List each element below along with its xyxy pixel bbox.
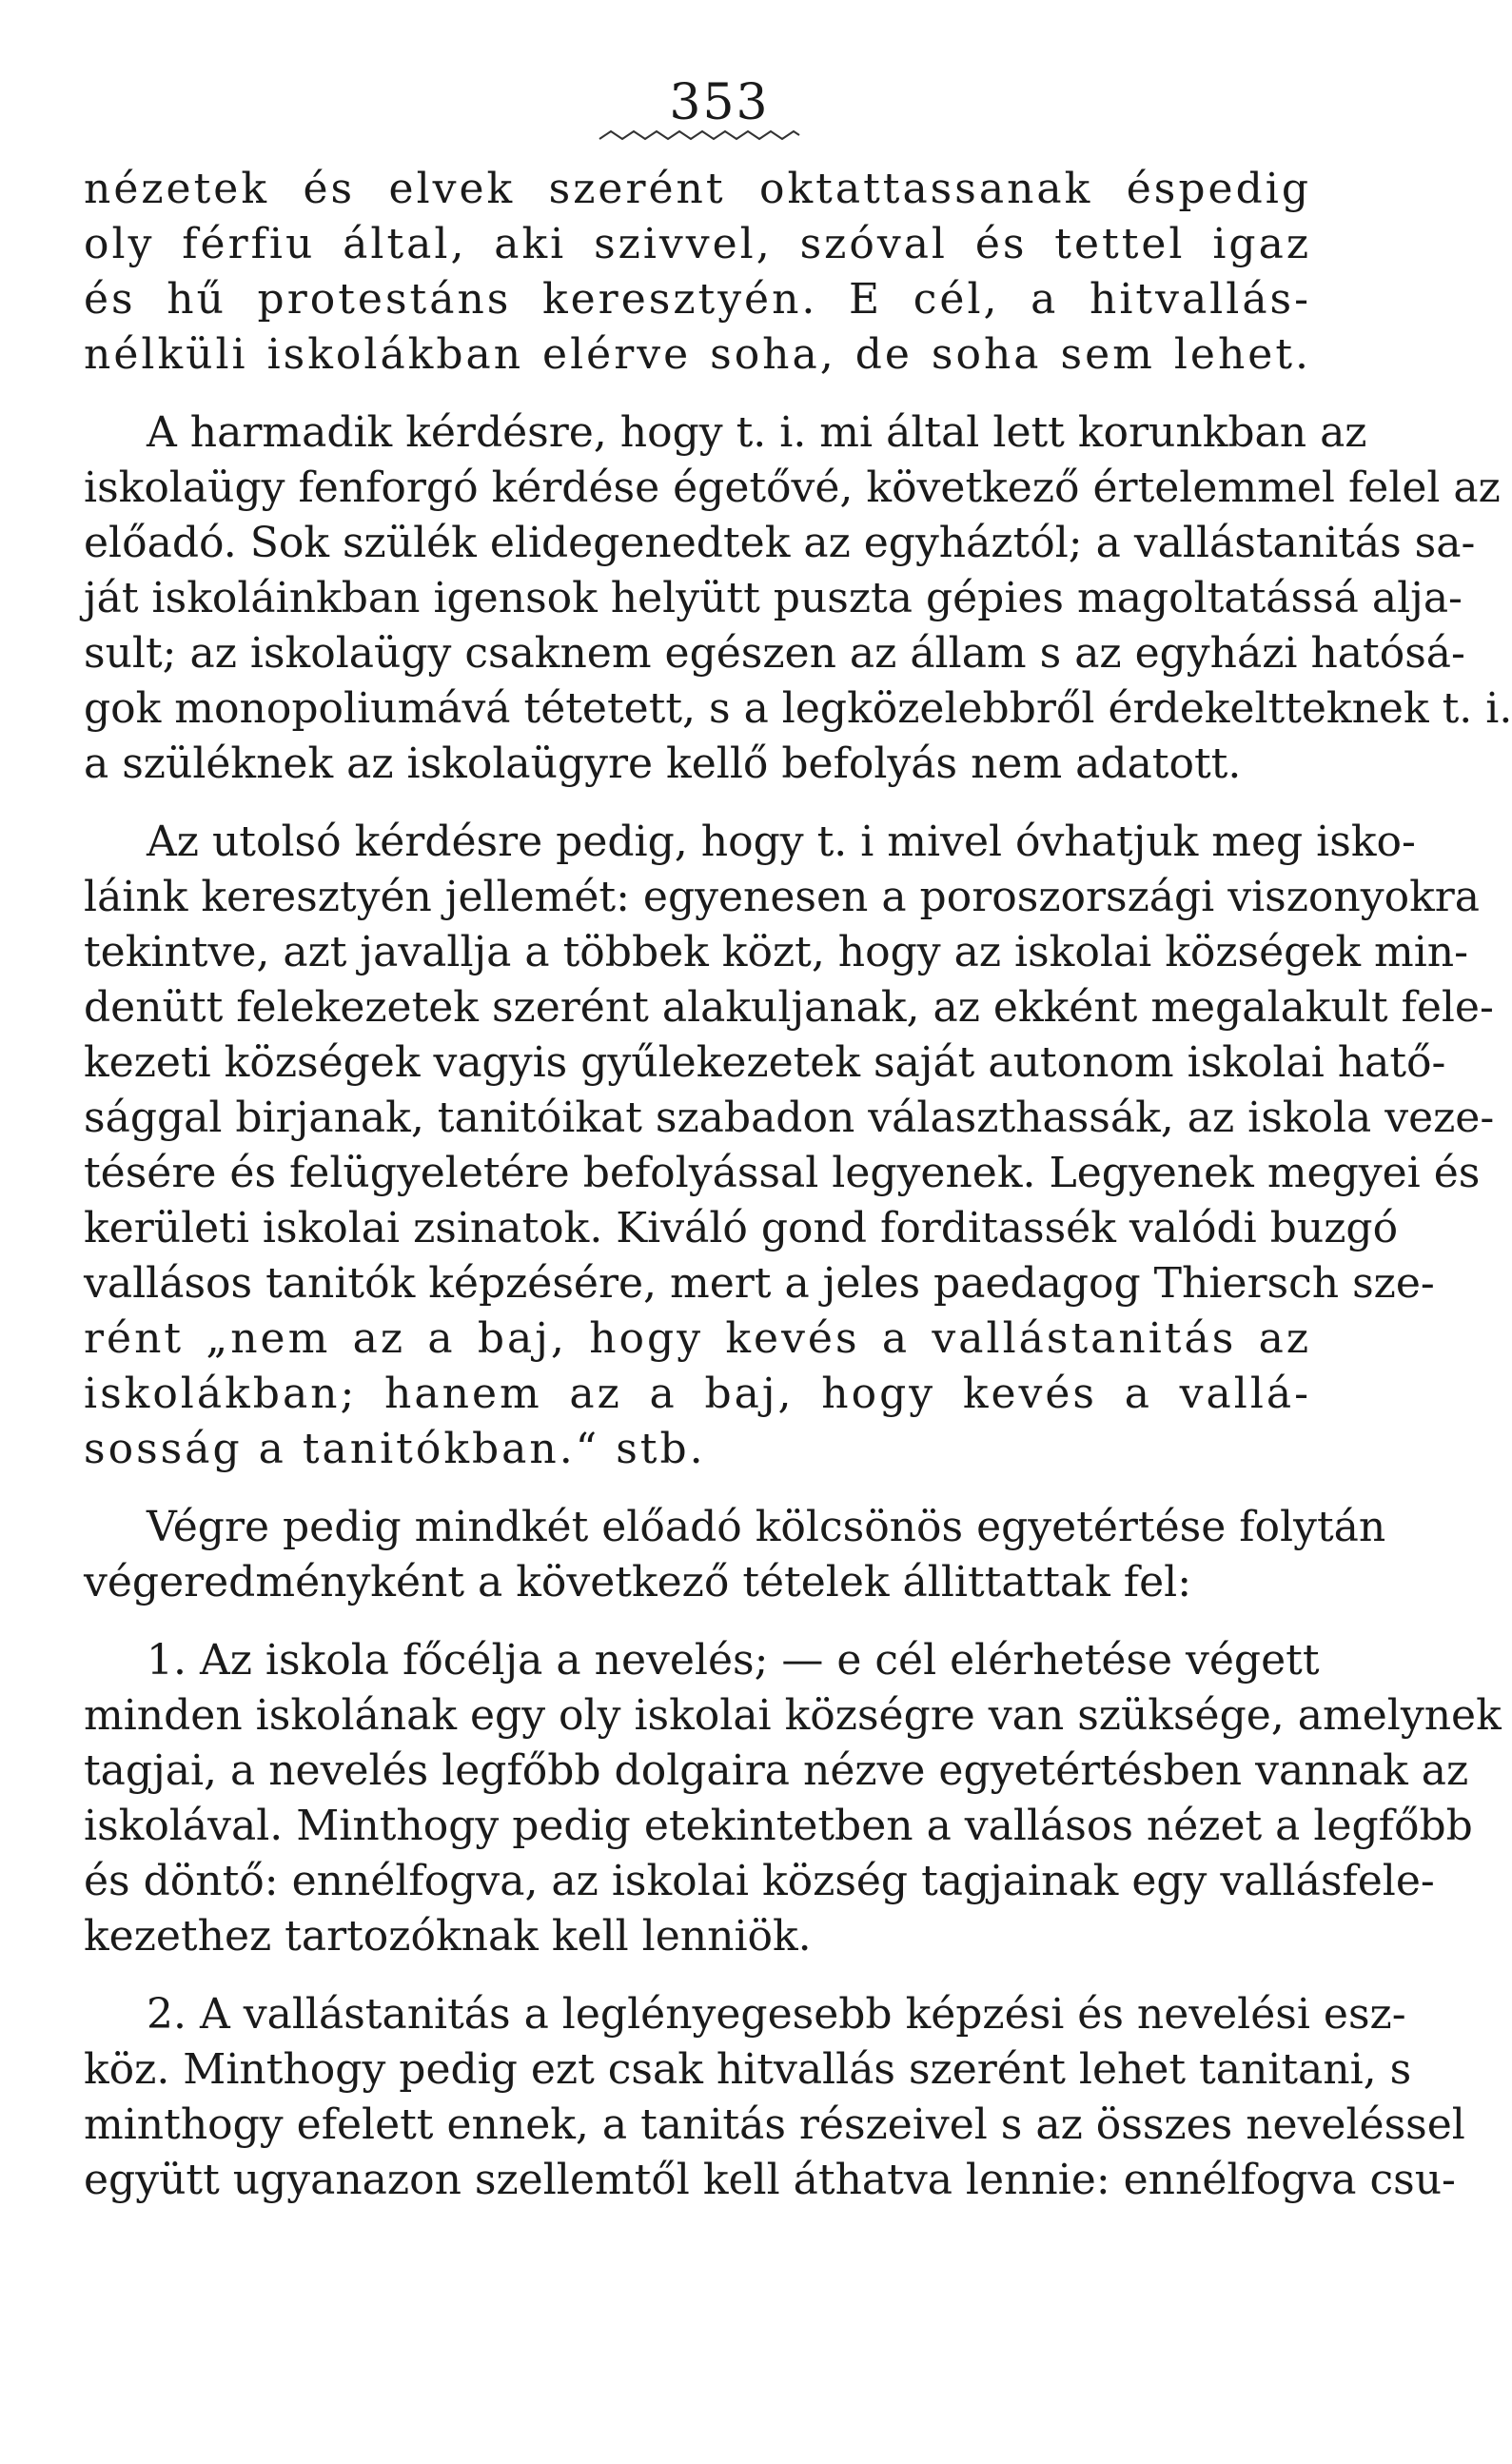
text-line: láink keresztyén jellemét: egyenesen a poroszországi viszonyokra xyxy=(84,873,1481,921)
page-number-ornament xyxy=(599,128,799,143)
text-line: sult; az iskolaügy csaknem egészen az állam s az egyházi hatósá- xyxy=(84,629,1465,678)
page-number: 353 xyxy=(669,74,770,131)
text-line: A harmadik kérdésre, hogy t. i. mi által lett korunkban az xyxy=(147,408,1367,457)
paragraph xyxy=(84,162,1311,383)
paragraph xyxy=(84,1987,1465,2208)
text-line: gok monopoliumává tétetett, s a legközelebbről érdekeltteknek t. i. xyxy=(84,684,1512,733)
text-line: kerületi iskolai zsinatok. Kiváló gond forditassék valódi buzgó xyxy=(84,1204,1399,1252)
text-line: Végre pedig mindkét előadó kölcsönös egyetértése folytán xyxy=(147,1503,1386,1551)
text-line: minden iskolának egy oly iskolai községre van szüksége, amelynek xyxy=(84,1691,1502,1740)
text-line: sággal birjanak, tanitóikat szabadon választhassák, az iskola veze- xyxy=(84,1094,1495,1142)
text-line: vallásos tanitók képzésére, mert a jeles paedagog Thiersch sze- xyxy=(84,1259,1435,1308)
text-line: iskolákban; hanem az a baj, hogy kevés a vallá- xyxy=(84,1370,1311,1418)
text-line: kezeti községek vagyis gyűlekezetek saját autonom iskolai hatő- xyxy=(84,1038,1446,1087)
text-line: tésére és felügyeletére befolyással legyenek. Legyenek megyei és xyxy=(84,1149,1481,1197)
text-line: köz. Minthogy pedig ezt csak hitvallás szerént lehet tanitani, s xyxy=(84,2045,1412,2094)
text-line: előadó. Sok szülék elidegenedtek az egyháztól; a vallástanitás sa- xyxy=(84,519,1476,567)
text-line: denütt felekezetek szerént alakuljanak, az ekként megalakult fele- xyxy=(84,983,1494,1032)
text-line: kezethez tartozóknak kell lenniök. xyxy=(84,1912,812,1961)
text-line: iskolával. Minthogy pedig etekintetben a vallásos nézet a legfőbb xyxy=(84,1802,1473,1850)
paragraph xyxy=(84,1633,1502,1964)
text-line: 2. A vallástanitás a leglényegesebb képzési és nevelési esz- xyxy=(147,1990,1406,2039)
text-line: nézetek és elvek szerént oktattassanak éspedig xyxy=(84,165,1311,213)
paragraph xyxy=(84,405,1512,792)
text-line: végeredményként a következő tételek állittattak fel: xyxy=(84,1558,1192,1607)
text-line: tagjai, a nevelés legfőbb dolgaira nézve egyetértésben vannak az xyxy=(84,1746,1469,1795)
text-line: rént „nem az a baj, hogy kevés a vallástanitás az xyxy=(84,1314,1311,1363)
text-line: együtt ugyanazon szellemtől kell áthatva lennie: ennélfogva csu- xyxy=(84,2156,1456,2204)
text-line: nélküli iskolákban elérve soha, de soha sem lehet. xyxy=(84,330,1311,379)
text-line: oly férfiu által, aki szivvel, szóval és tettel igaz xyxy=(84,220,1311,268)
text-line: és hű protestáns keresztyén. E cél, a hitvallás- xyxy=(84,275,1311,324)
text-line: ját iskoláinkban igensok helyütt puszta gépies magoltatássá alja- xyxy=(84,574,1463,622)
text-line: sosság a tanitókban.“ stb. xyxy=(84,1425,706,1473)
body-text xyxy=(84,162,1512,2208)
text-line: iskolaügy fenforgó kérdése égetővé, következő értelemmel felel az xyxy=(84,463,1501,512)
text-line: 1. Az iskola főcélja a nevelés; — e cél elérhetése végett xyxy=(147,1636,1320,1685)
text-line: tekintve, azt javallja a többek közt, hogy az iskolai községek min- xyxy=(84,928,1469,976)
text-line: Az utolsó kérdésre pedig, hogy t. i mivel óvhatjuk meg isko- xyxy=(147,818,1416,866)
text-line: minthogy efelett ennek, a tanitás részeivel s az összes neveléssel xyxy=(84,2100,1465,2149)
text-line: és döntő: ennélfogva, az iskolai község tagjainak egy vallásfele- xyxy=(84,1857,1435,1905)
paragraph xyxy=(84,1500,1386,1610)
text-line: a szüléknek az iskolaügyre kellő befolyás nem adatott. xyxy=(84,739,1242,788)
paragraph xyxy=(84,815,1495,1477)
